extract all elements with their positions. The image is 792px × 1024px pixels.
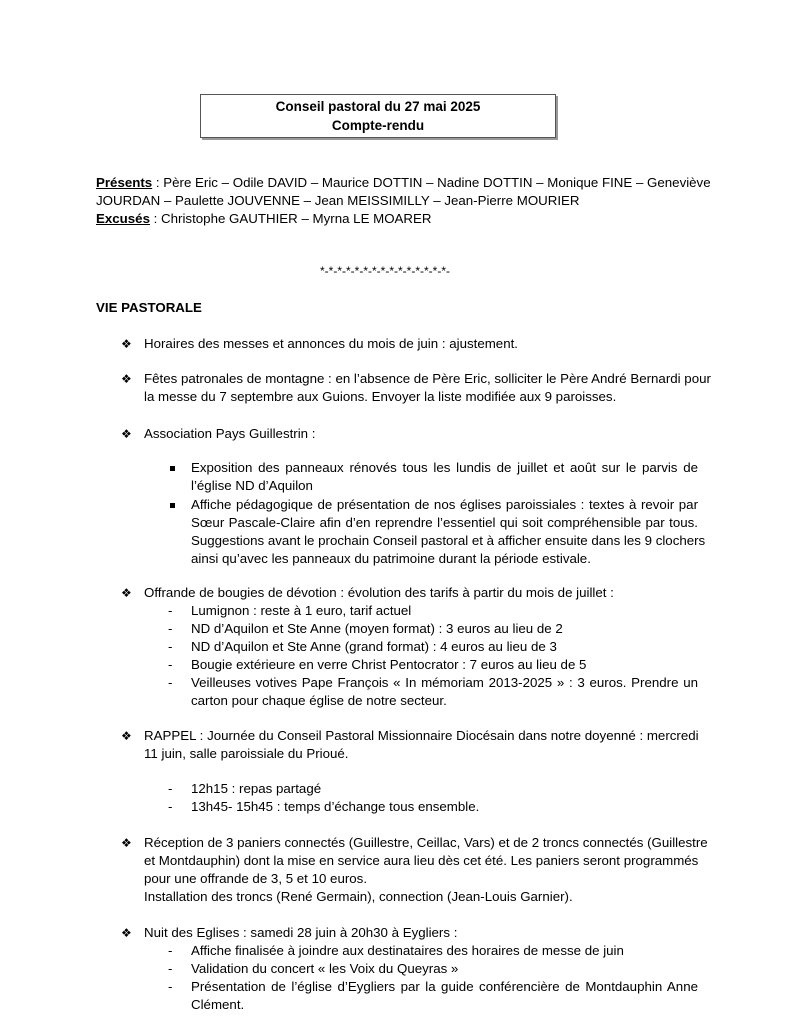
dash-bullet: - <box>168 961 173 976</box>
offrande-sub-item: ND d’Aquilon et Ste Anne (moyen format) : 3 euros au lieu de 2 <box>191 621 563 636</box>
square-bullet-icon <box>170 503 175 508</box>
item-affiche-text-2: Sœur Pascale-Claire afin d’en reprendre l’essentiel qui soit compréhensible par tous. <box>191 515 698 530</box>
dash-bullet: - <box>168 781 173 796</box>
item-expo-line-2: l’église ND d’Aquilon <box>191 478 313 493</box>
bullet-diamond-icon: ❖ <box>121 427 132 441</box>
bullet-diamond-icon: ❖ <box>121 729 132 743</box>
nuit-sub-item: Affiche finalisée à joindre aux destinataires des horaires de messe de juin <box>191 943 624 958</box>
document-title: Conseil pastoral du 27 mai 2025 <box>275 99 481 114</box>
dash-bullet: - <box>168 603 173 618</box>
nuit-sub-item: Validation du concert « les Voix du Queyras » <box>191 961 459 976</box>
present-names-1: : Père Eric – Odile DAVID – Maurice DOTTIN – Nadine DOTTIN – Monique FINE – Geneviève <box>152 175 711 190</box>
item-association: Association Pays Guillestrin : <box>144 426 316 441</box>
rappel-sub-item: 12h15 : repas partagé <box>191 781 322 796</box>
item-affiche-line-2 <box>191 514 698 532</box>
item-reception-line-1: Réception de 3 paniers connectés (Guillestre, Ceillac, Vars) et de 2 troncs connectés (Guillestre <box>144 835 708 850</box>
bullet-diamond-icon: ❖ <box>121 372 132 386</box>
dash-bullet: - <box>168 639 173 654</box>
title-box <box>200 94 556 138</box>
item-fetes-line-2: la messe du 7 septembre aux Guions. Envoyer la liste modifiée aux 9 paroisses. <box>144 389 617 404</box>
bullet-diamond-icon: ❖ <box>121 337 132 351</box>
offrande-sub-item: Lumignon : reste à 1 euro, tarif actuel <box>191 603 412 618</box>
rappel-sub-item: 13h45- 15h45 : temps d’échange tous ensemble. <box>191 799 480 814</box>
nuit-sub-item <box>191 978 698 996</box>
nuit-sub-text: Présentation de l’église d’Eygliers par la guide conférencière de Montdauphin Anne <box>191 979 698 994</box>
document-subtitle: Compte-rendu <box>331 118 425 133</box>
item-nuit: Nuit des Eglises : samedi 28 juin à 20h30 à Eygliers : <box>144 925 458 940</box>
item-reception-line-2: et Montdauphin) dont la mise en service aura lieu dès cet été. Les paniers seront programmés <box>144 853 699 868</box>
dash-bullet: - <box>168 657 173 672</box>
item-rappel-line-1: RAPPEL : Journée du Conseil Pastoral Missionnaire Diocésain dans notre doyenné : mercredi <box>144 728 699 743</box>
item-affiche-line-3 <box>191 532 706 550</box>
item-affiche-text-3: Suggestions avant le prochain Conseil pastoral et à afficher ensuite dans les 9 clochers <box>191 533 706 548</box>
excused-line <box>96 210 432 228</box>
present-line-1 <box>96 174 711 192</box>
square-bullet-icon <box>170 466 175 471</box>
present-line-2: JOURDAN – Paulette JOUVENNE – Jean MEISSIMILLY – Jean-Pierre MOURIER <box>96 193 580 208</box>
dash-bullet: - <box>168 979 173 994</box>
bullet-diamond-icon: ❖ <box>121 586 132 600</box>
item-horaires: Horaires des messes et annonces du mois de juin : ajustement. <box>144 336 518 351</box>
excused-label: Excusés <box>96 211 150 226</box>
bullet-diamond-icon: ❖ <box>121 926 132 940</box>
item-rappel-line-2: 11 juin, salle paroissiale du Prioué. <box>144 746 349 761</box>
item-fetes-line-1: Fêtes patronales de montagne : en l’absence de Père Eric, solliciter le Père André Bernardi pour <box>144 371 711 386</box>
dash-bullet: - <box>168 799 173 814</box>
item-affiche-text-1: Affiche pédagogique de présentation de nos églises paroissiales : textes à revoir par <box>191 497 698 512</box>
dash-bullet: - <box>168 675 173 690</box>
bullet-diamond-icon: ❖ <box>121 836 132 850</box>
offrande-sub-text: Veilleuses votives Pape François « In mémoriam 2013-2025 » : 3 euros. Prendre un <box>191 675 698 690</box>
present-label: Présents <box>96 175 153 190</box>
offrande-sub-continuation: carton pour chaque église de notre secteur. <box>191 693 447 708</box>
offrande-sub-item: ND d’Aquilon et Ste Anne (grand format) : 4 euros au lieu de 3 <box>191 639 557 654</box>
section-heading: VIE PASTORALE <box>96 300 202 315</box>
offrande-sub-item: Bougie extérieure en verre Christ Pentocrator : 7 euros au lieu de 5 <box>191 657 587 672</box>
item-reception-line-4: Installation des troncs (René Germain), connection (Jean-Louis Garnier). <box>144 889 573 904</box>
item-offrande: Offrande de bougies de dévotion : évolution des tarifs à partir du mois de juillet : <box>144 585 614 600</box>
excused-names: : Christophe GAUTHIER – Myrna LE MOARER <box>149 211 432 226</box>
item-expo-line-1 <box>191 459 698 477</box>
offrande-sub-item <box>191 674 698 692</box>
item-affiche-line-4: ainsi qu’avec les panneaux du patrimoine durant la période estivale. <box>191 551 591 566</box>
item-expo-text-1: Exposition des panneaux rénovés tous les lundis de juillet et août sur le parvis de <box>191 460 698 475</box>
separator: *-*-*-*-*-*-*-*-*-*-*-*-*-*-*- <box>320 264 450 278</box>
item-affiche-line-1 <box>191 496 698 514</box>
nuit-sub-continuation: Clément. <box>191 997 245 1012</box>
dash-bullet: - <box>168 943 173 958</box>
item-reception-line-3: pour une offrande de 3, 5 et 10 euros. <box>144 871 368 886</box>
dash-bullet: - <box>168 621 173 636</box>
